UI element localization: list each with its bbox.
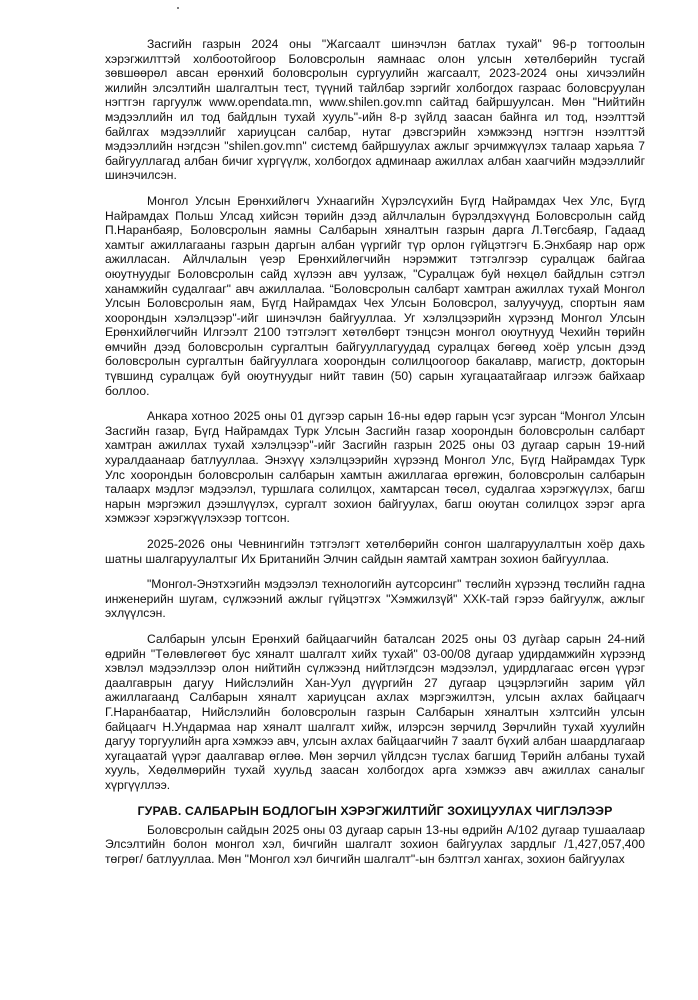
paragraph-exam-budget: Боловсролын сайдын 2025 оны 03 дугаар сарын 13-ны өдрийн А/102 дугаар тушаалаар Элсэлтийн болон монгол хэл, бичгийн шалгалт зохион байгуулах зардлыг /1,427,057,400 төгрөг/ батлууллаа. Мөн "Монгол хэл бичгийн шалгалт"-ын бэлтгэл хангах, зохион байгуулах [105,822,645,866]
scan-artifact-dot [177,7,179,9]
section-heading: ГУРАВ. САЛБАРЫН БОДЛОГЫН ХЭРЭГЖИЛТИЙГ ЗОХИЦУУЛАХ ЧИГЛЭЛЭЭР [137,803,613,818]
paragraph-inspection: Салбарын улсын Ерөнхий байцаагчийн баталсан 2025 оны 03 дугаар сарын 24-ний өдрийн "Төлөвлөгөөт бус хяналт шалгалт хийх тухай" 03-00/08 дугаар удирдамжийн хүрээнд хэвлэл мэдээллээр олон нийтийн сүлжээнд нийтлэгдсэн мэдээлэл, удирдлагаас өгсөн үүрэг даалгаврын дагуу Нийслэлийн Хан-Уул дүүргийн 27 дугаар цэцэрлэгийн зарим үйл ажиллагаанд Салбарын хяналт хариуцсан ахлах мэргэжилтэн, улсын ахлах байцаагч Г.Наранбаатар, Нийслэлийн боловсролын газрын Салбарын хяналтын хэлтсийн улсын байцаагч Н.Ундармаа нар хяналт шалгалт хийж, илэрсэн зөрчилд Зөрчлийн тухай хуулийн дагуу торгуулийн арга хэмжээ авч, улсын ахлах байцаагчийн 7 заалт бүхий албан шаардлагаар хугацаатай үүрэг даалгавар өглөө. Мөн зөрчил үйлдсэн туслах багшид Төрийн албаны тухай хууль, Хөдөлмөрийн тухай хуульд заасан холбогдох арга хэмжээ авч ажиллах саналыг хүргүүллээ. [105,631,645,792]
paragraph-open-data: Засгийн газрын 2024 оны "Жагсаалт шинэчлэн батлах тухай" 96-р тогтоолын хэрэгжилттэй холбоотойгоор Боловсролын яамнаас олон улсын хөтөлбөрийн тусгай зөвшөөрөл авсан ерөнхий боловсролын сургуулийн жагсаалт, 2023-2024 оны хичээлийн жилийн элсэлтийн шалгалтын тест, түүний тайлбар зэргийг холбогдох газраас боловсруулан нэгтгэн гаргуулж www.opendata.mn, www.shilen.gov.mn сайтад байршуулсан. Мөн "Нийтийн мэдээллийн ил тод байдлын тухай хууль"-ийн 8-р зүйлд заасан байнга ил тод, нээлттэй байлгах мэдээллийг хариуцсан салбар, нутаг дэвсгэрийн хэмжээнд нэгтгэн нээлттэй мэдээллийн нэгдсэн "shilen.gov.mn" системд байршуулах ажлыг эрчимжүүлэх талаар харьяа 7 байгууллагад албан бичиг хүргүүлж, холбогдох админаар ажиллах албан хаагчийн мэдээллийг шинэчилсэн. [105,37,645,183]
paragraph-chevening: 2025-2026 оны Чевнингийн тэтгэлэгт хөтөлбөрийн сонгон шалгаруулалтын хоёр дахь шатны шалгаруулалтыг Их Британийн Элчин сайдын яамтай хамтран зохион байгууллаа. [105,537,645,566]
paragraph-india-outsourcing: "Монгол-Энэтхэгийн мэдээлэл технологийн аутсорсинг" төслийн хүрээнд төслийн гадна инженерийн шугам, сүлжээний ажлыг гүйцэтгэх "Хэмжилзүй" ХХК-тай гэрээ байгуулж, ажлыг эхлүүлсэн. [105,577,645,621]
document-page [105,37,645,877]
paragraph-czech-visit: Монгол Улсын Ерөнхийлөгч Ухнаагийн Хүрэлсүхийн Бүгд Найрамдах Чех Улс, Бүгд Найрамдах Польш Улсад хийсэн төрийн дээд айлчлалын бүрэлдэхүүнд Боловсролын сайд П.Наранбаяр, Боловсролын яамны Салбарын хяналтын газрын дарга Л.Төгсбаяр, Гадаад хамтыг ажиллагааны газрын даргын албан үүргийг түр орлон гүйцэтгэгч Б.Энхбаяр нар орж ажилласан. Айлчлалын үеэр Ерөнхийлөгчийн нэрэмжит тэтгэлгээр суралцаж байгаа оюутнуудыг Боловсролын сайд хүлээн авч уулзаж, "Суралцаж буй нөхцөл байдлын сэтгэл ханамжийн судалгааг" авч ажиллалаа. “Боловсролын салбарт хамтран ажиллах тухай Монгол Улсын Боловсролын яам, Бүгд Найрамдах Чех Улсын Боловсрол, залуучууд, спортын яам хоорондын хэлэлцээр"-ийг шинэчлэн байгууллаа. Уг хэлэлцээрийн хүрээнд Монгол Улсын Ерөнхийлөгчийн Илгээлт 2100 тэтгэлэгт хөтөлбөрт тэнцсэн монгол оюутнууд Чехийн төрийн өмчийн дээд боловсролын сургалтын байгууллагуудад суралцах бөгөөд хоёр улсын дээд боловсролын сургалтын байгууллага хоорондын солилцоогоор бакалавр, магистр, докторын түвшинд суралцаж буй оюутнуудыг нийт тавин (50) сарын хугацаатайгаар илгээж байхаар боллоо. [105,193,645,398]
paragraph-turkey-agreement: Анкара хотноо 2025 оны 01 дүгээр сарын 16-ны өдөр гарын үсэг зурсан “Монгол Улсын Засгийн газар, Бүгд Найрамдах Турк Улсын Засгийн газар хоорондын боловсролын салбарт хамтран ажиллах тухай хэлэлцээр"-ийг Засгийн газрын 2025 оны 03 дугаар сарын 19-ний хуралдаанаар батлууллаа. Энэхүү хэлэлцээрийн хүрээнд Монгол Улс, Бүгд Найрамдах Турк Улс хоорондын боловсролын салбарын хамтын ажиллагаа өргөжин, боловсролын салбарын талаарх мэдлэг мэдээлэл, туршлага солилцох, хамтарсан төсөл, судалгаа хэрэгжүүлэх, багш нарын мэргэжил дээшлүүлэх, сургалт зохион байгуулах, багш оюутан солилцох зэрэг арга хэмжээг хэрэгжүүлэхээр тогтсон. [105,409,645,526]
